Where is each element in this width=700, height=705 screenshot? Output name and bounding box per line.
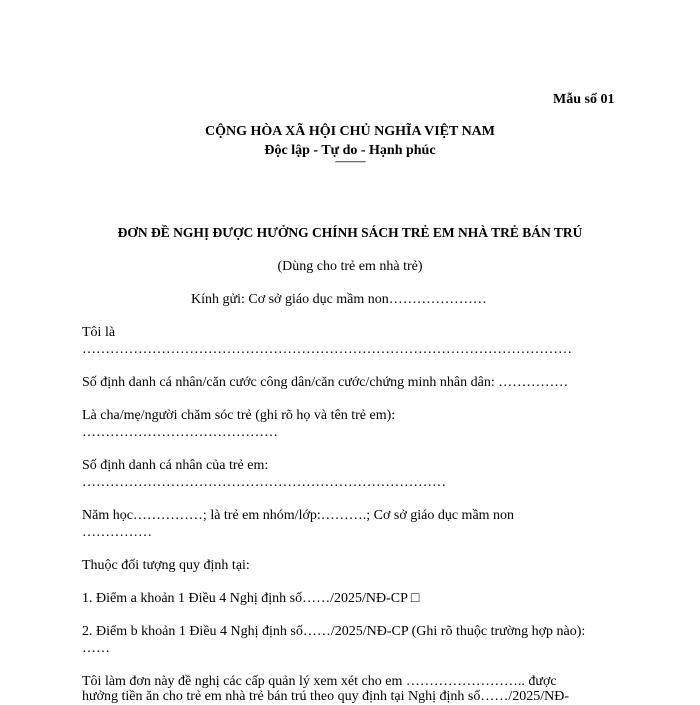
- applicant-id-line[interactable]: Số định danh cá nhân/căn cước công dân/căn cước/chứng minh nhân dân: ……………: [82, 375, 569, 390]
- document-title: ĐƠN ĐỀ NGHỊ ĐƯỢC HƯỞNG CHÍNH SÁCH TRẺ EM NHÀ TRẺ BÁN TRÚ: [117, 225, 583, 240]
- document-subtitle: (Dùng cho trẻ em nhà trẻ): [277, 259, 423, 274]
- applicant-name-label: Tôi là: [82, 325, 116, 340]
- option-1-checkbox[interactable]: □: [410, 591, 420, 606]
- category-label: Thuộc đối tượng quy định tại:: [82, 558, 250, 573]
- option-2-blank[interactable]: ……: [82, 641, 110, 656]
- child-id-blank[interactable]: ……………………………………………………………………: [82, 475, 446, 490]
- form-code: Mẫu số 01: [553, 92, 615, 107]
- parent-label: Là cha/mẹ/người chăm sóc trẻ (ghi rõ họ và tên trẻ em):: [82, 408, 396, 423]
- motto: Độc lập - Tự do - Hạnh phúc: [264, 143, 436, 158]
- recipient-line: Kính gửi: Cơ sở giáo dục mầm non…………………: [191, 292, 487, 307]
- national-title: CỘNG HÒA XÃ HỘI CHỦ NGHĨA VIỆT NAM: [204, 124, 495, 139]
- applicant-name-blank[interactable]: ……………………………………………………………………………………………: [82, 342, 572, 357]
- request-line-2: hưởng tiền ăn cho trẻ em nhà trẻ bán trú theo quy định tại Nghị định số……/2025/NĐ-: [82, 689, 570, 704]
- child-id-label: Số định danh cá nhân của trẻ em:: [82, 458, 269, 473]
- school-name-blank[interactable]: ……………: [82, 525, 152, 540]
- option-1: [82, 591, 419, 607]
- option-1-label: 1. Điểm a khoản 1 Điều 4 Nghị định số……/2025/NĐ-CP: [82, 591, 408, 606]
- school-year-line[interactable]: Năm học……………; là trẻ em nhóm/lớp:……….; Cơ sở giáo dục mầm non: [82, 508, 515, 523]
- parent-blank[interactable]: ……………………………………: [82, 425, 278, 440]
- motto-rule: ---------------: [335, 156, 365, 166]
- request-line-1: Tôi làm đơn này đề nghị các cấp quản lý xem xét cho em …………………….. được: [82, 674, 557, 689]
- option-2: 2. Điểm b khoản 1 Điều 4 Nghị định số……/2025/NĐ-CP (Ghi rõ thuộc trường hợp nào):: [82, 624, 586, 639]
